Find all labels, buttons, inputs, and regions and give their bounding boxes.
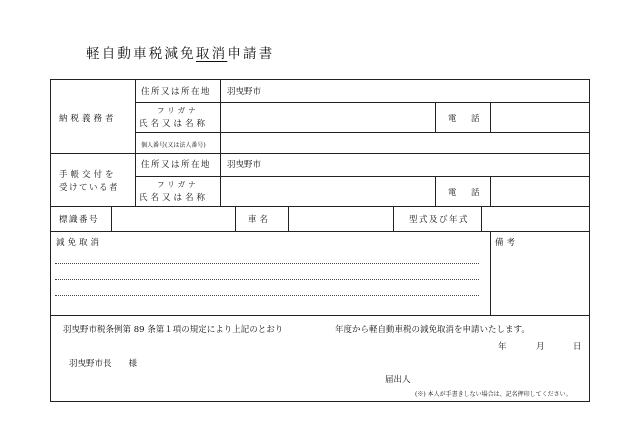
signature-note: (※) 本人が手書きしない場合は、記名押印してください。 xyxy=(415,391,572,398)
plate-number-label: 標識番号 xyxy=(59,215,100,225)
taxpayer-name-label: 氏名又は名称 xyxy=(139,119,209,129)
holder-name-label: 氏名又は名称 xyxy=(139,193,209,203)
remarks-label: 備考 xyxy=(495,238,519,248)
application-form xyxy=(50,79,590,402)
declaration-text-1: 羽曳野市税条例第 89 条第１項の規定により上記のとおり xyxy=(63,325,284,335)
mayor-addressee: 羽曳野市長 様 xyxy=(69,359,138,369)
taxpayer-phone-label: 電 話 xyxy=(448,114,483,124)
holder-label-line1: 手帳交付を xyxy=(59,170,117,180)
taxpayer-address-label: 住所又は所在地 xyxy=(141,87,212,97)
taxpayer-furigana-label: フリガナ xyxy=(157,106,199,115)
vehicle-name-label: 車名 xyxy=(248,215,272,225)
model-year-label: 型式及び年式 xyxy=(409,215,470,225)
date-day: 日 xyxy=(573,342,582,352)
date-year: 年 xyxy=(498,342,507,352)
taxpayer-number-label: 個人番号(又は法人番号) xyxy=(141,142,206,149)
holder-address-label: 住所又は所在地 xyxy=(141,160,212,170)
applicant-label: 届出人 xyxy=(385,375,411,385)
holder-label-line2: 受けている者 xyxy=(59,183,120,193)
page-title: 軽自動車税減免取消申請書 xyxy=(86,46,275,62)
date-month: 月 xyxy=(536,342,545,352)
taxpayer-address-value: 羽曳野市 xyxy=(227,87,262,97)
cancel-label: 減免取消 xyxy=(56,238,103,248)
holder-furigana-label: フリガナ xyxy=(157,180,199,189)
holder-phone-label: 電 話 xyxy=(448,188,483,198)
declaration-text-2: 年度から軽自動車税の減免取消を申請いたします。 xyxy=(335,325,530,335)
holder-address-value: 羽曳野市 xyxy=(227,160,262,170)
taxpayer-label: 納税義務者 xyxy=(59,114,117,124)
